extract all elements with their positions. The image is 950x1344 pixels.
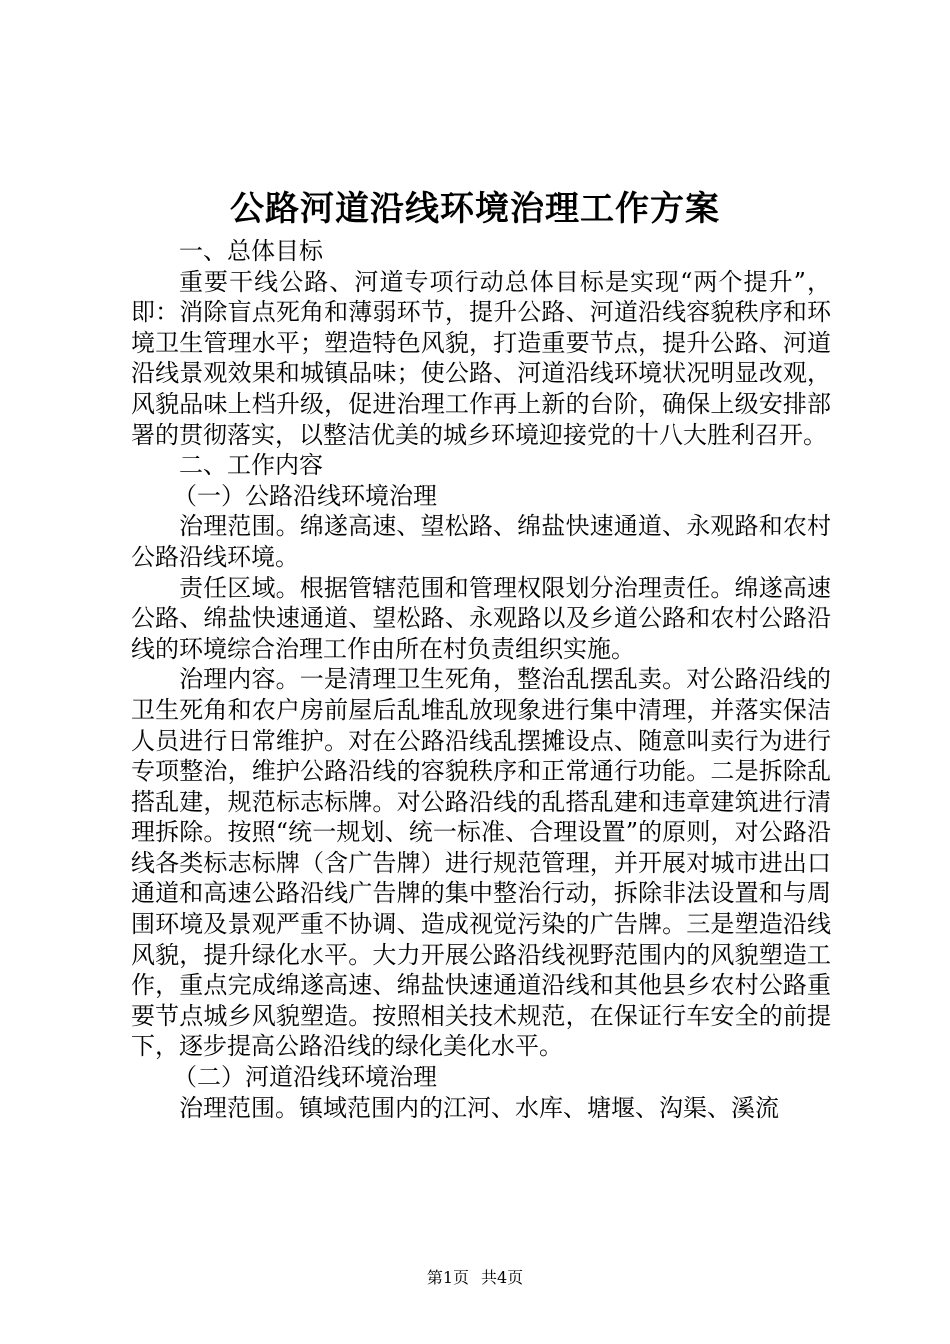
body-paragraph: 责任区域。根据管辖范围和管理权限划分治理责任。绵遂高速公路、绵盐快速通道、望松路、永观路以及乡道公路和农村公路沿线的环境综合治理工作由所在村负责组织实施。: [131, 573, 831, 663]
page-number: 第1页: [426, 1268, 469, 1287]
document-body: [131, 236, 831, 1123]
page-footer: [0, 1268, 950, 1288]
page-total: 共4页: [481, 1268, 524, 1287]
body-paragraph: 治理内容。一是清理卫生死角，整治乱摆乱卖。对公路沿线的卫生死角和农户房前屋后乱堆乱放现象进行集中清理，并落实保洁人员进行日常维护。对在公路沿线乱摆摊设点、随意叫卖行为进行专项整治，维护公路沿线的容貌秩序和正常通行功能。二是拆除乱搭乱建，规范标志标牌。对公路沿线的乱搭乱建和违章建筑进行清理拆除。按照“统一规划、统一标准、合理设置”的原则，对公路沿线各类标志标牌（含广告牌）进行规范管理，并开展对城市进出口通道和高速公路沿线广告牌的集中整治行动，拆除非法设置和与周围环境及景观严重不协调、造成视觉污染的广告牌。三是塑造沿线风貌，提升绿化水平。大力开展公路沿线视野范围内的风貌塑造工作，重点完成绵遂高速、绵盐快速通道沿线和其他县乡农村公路重要节点城乡风貌塑造。按照相关技术规范，在保证行车安全的前提下，逐步提高公路沿线的绿化美化水平。: [131, 665, 831, 1061]
body-paragraph: 治理范围。镇域范围内的江河、水库、塘堰、沟渠、溪流: [179, 1093, 779, 1122]
body-paragraph: 重要干线公路、河道专项行动总体目标是实现“两个提升”，即：消除盲点死角和薄弱环节，提升公路、河道沿线容貌秩序和环境卫生管理水平；塑造特色风貌，打造重要节点，提升公路、河道沿线景观效果和城镇品味；使公路、河道沿线环境状况明显改观，风貌品味上档升级，促进治理工作再上新的台阶，确保上级安排部署的贯彻落实，以整洁优美的城乡环境迎接党的十八大胜利召开。: [131, 267, 831, 449]
subsection-heading: （一）公路沿线环境治理: [173, 481, 437, 510]
subsection-heading: （二）河道沿线环境治理: [173, 1063, 437, 1092]
section-heading: 二、工作内容: [179, 451, 323, 480]
body-paragraph: 治理范围。绵遂高速、望松路、绵盐快速通道、永观路和农村公路沿线环境。: [131, 512, 831, 571]
document-title: 公路河道沿线环境治理工作方案: [230, 189, 720, 229]
section-heading: 一、总体目标: [179, 237, 323, 265]
